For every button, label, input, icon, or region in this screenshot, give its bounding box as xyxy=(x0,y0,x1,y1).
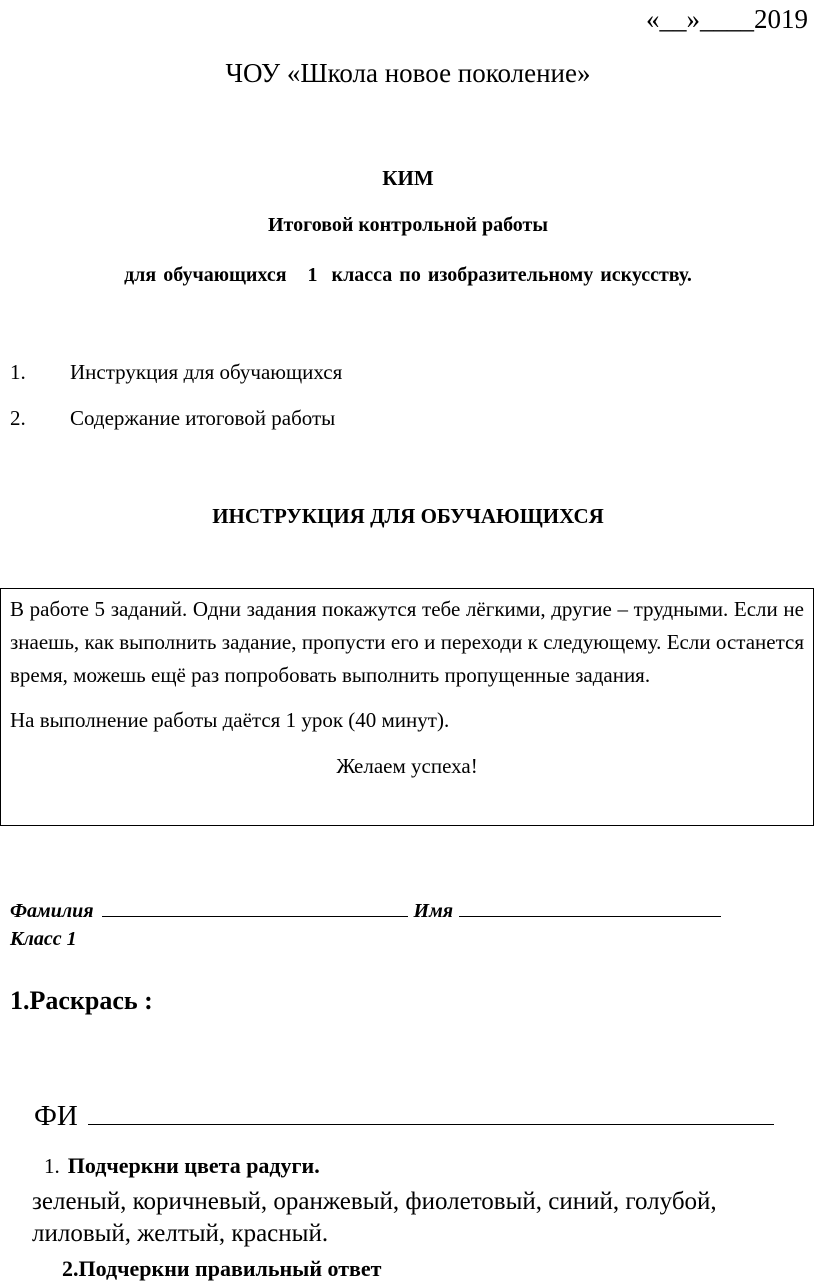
doc-subtitle: Итоговой контрольной работы xyxy=(268,214,548,236)
instructions-wish: Желаем успеха! xyxy=(336,754,478,778)
instructions-time: На выполнение работы даётся 1 урок (40 минут). xyxy=(10,708,450,732)
task-1-title: 1.Раскрась : xyxy=(10,986,153,1015)
question-1-text: Подчеркни цвета радуги. xyxy=(67,1153,320,1178)
fi-label: ФИ xyxy=(34,1100,78,1132)
school-name: ЧОУ «Школа новое поколение» xyxy=(225,58,591,88)
name-fields-row xyxy=(10,896,721,923)
date-line: «__»____2019 xyxy=(646,4,808,34)
fi-field[interactable] xyxy=(88,1094,774,1125)
toc-item-number: 2. xyxy=(10,406,26,430)
question-2: 2.Подчеркни правильный ответ xyxy=(62,1256,382,1281)
surname-label: Фамилия xyxy=(10,900,94,922)
instructions-paragraph: В работе 5 заданий. Одни задания покажутся тебе лёгкими, другие – трудными. Если не знаешь, как выполнить задание, пропусти его и переходи к следующему. Если останется время, можешь ещё раз попробовать выполнить пропущенные задания. xyxy=(10,597,804,687)
question-1 xyxy=(44,1153,320,1179)
name-label: Имя xyxy=(413,900,454,922)
toc-item-text: Инструкция для обучающихся xyxy=(70,360,343,384)
doc-title: КИМ xyxy=(382,166,434,190)
instructions-heading: ИНСТРУКЦИЯ ДЛЯ ОБУЧАЮЩИХСЯ xyxy=(212,504,604,528)
fi-row xyxy=(34,1094,774,1133)
name-field[interactable] xyxy=(459,896,721,917)
doc-subtitle-2: для обучающихся 1 класса по изобразительному искусству. xyxy=(124,264,692,286)
question-1-number: 1. xyxy=(44,1154,60,1178)
class-label: Класс 1 xyxy=(10,928,77,950)
toc-item xyxy=(10,360,342,385)
toc-item xyxy=(10,406,335,431)
color-options: зеленый, коричневый, оранжевый, фиолетовый, синий, голубой, лиловый, желтый, красный. xyxy=(32,1188,717,1247)
toc-item-text: Содержание итоговой работы xyxy=(70,406,336,430)
surname-field[interactable] xyxy=(102,896,408,917)
instructions-box xyxy=(0,588,814,826)
toc-item-number: 1. xyxy=(10,360,26,384)
